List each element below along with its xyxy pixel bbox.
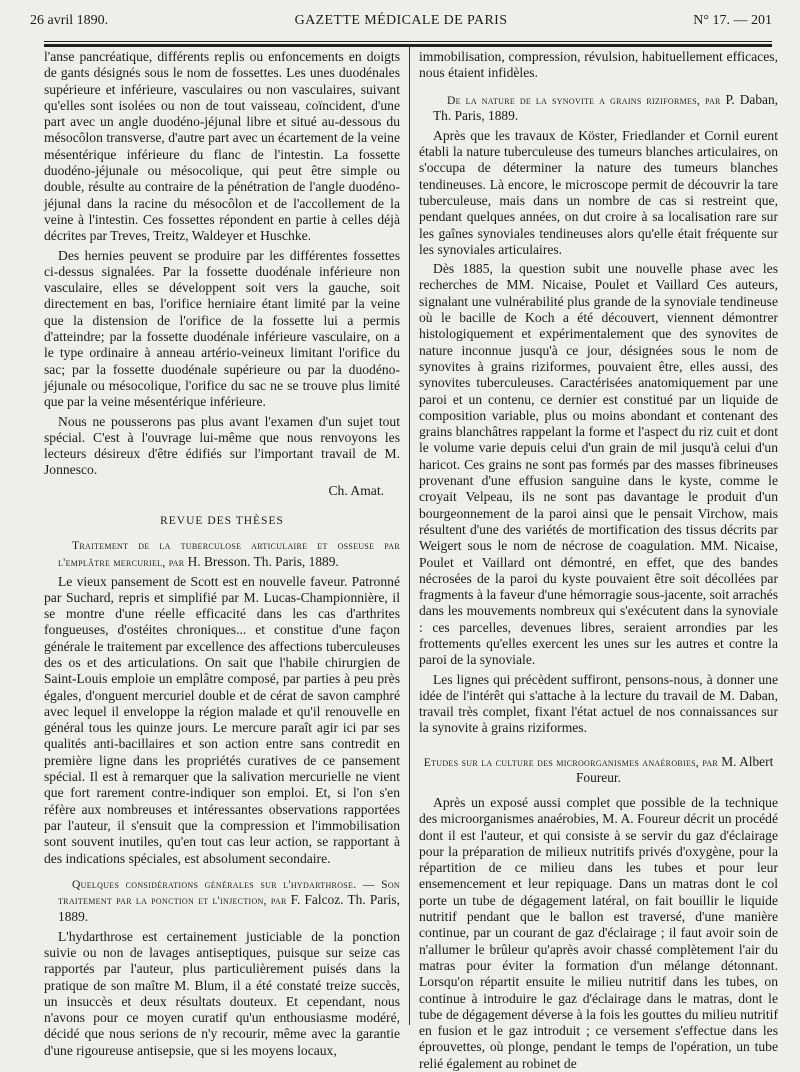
journal-title: GAZETTE MÉDICALE DE PARIS (294, 13, 508, 28)
left-column (44, 49, 400, 1058)
thesis-author: H. Bresson. Th. Paris, 1889. (187, 553, 339, 569)
paragraph: Le vieux pansement de Scott est en nouvelle faveur. Patronné par Suchard, repris et simplifié par M. Lucas-Championnière, il se montre d'une réelle efficacité dans les cas d'arthrites fongueuses, d'ostéites chroniques... et constitue d'une façon générale le traitement par excellence des affections tuberculeuses des os et des articulations. On sait que l'habile chirurgien de Saint-Louis emploie un emplâtre composé, par parties à peu près égales, d'onguent mercuriel double et de cérat de savon camphré avec lequel il enveloppe la région malade et qu'il renouvelle en général tous les quinze jours. Le mercure paraît agir ici par ses qualités anti-bacillaires et son action entre sans contredit en première ligne dans les propriétés curatives de ce pansement spécial. Il est à remarquer que la salivation mercurielle ne vient que fort rarement contre-indiquer son emploi. Et, si l'on s'en réfère aux nombreuses et intéressantes observations rapportées par l'auteur, il s'ensuit que la compression et l'immobilisation sont souvent inutiles, qu'en tout cas leur action, se rapportant à des indications spéciales, est absolument secondaire. (44, 573, 400, 866)
thesis-title: Etudes sur la culture des microorganismes anaérobies, par (423, 755, 719, 769)
paragraph: Après que les travaux de Köster, Friedlander et Cornil eurent établi la nature tuberculeuse des tumeurs blanches articulaires, on s'occupa de déterminer la nature des tumeurs blanches tendineuses. Là encore, le microscope permit de découvrir la tare tuberculeuse, mais dans un nombre de cas si restreint que, pendant quelques années, on dut croire à sa localisation rare sur les gaînes synoviales tendineuses alors qu'elle était fréquente sur les synoviales articulaires. (419, 127, 778, 257)
thesis-author: M. Albert Foureur. (575, 753, 774, 786)
paragraph: Dès 1885, la question subit une nouvelle phase avec les recherches de MM. Nicaise, Poulet et Vaillard Ces auteurs, signalant une vulnérabilité plus grande de la synoviale tendineuse où le bacille de Koch a été découvert, viennent démontrer histologiquement et expérimentalement que des synovites de nature inconnue jusqu'à ce jour, désignées sous le nom de synovites à grains riziformes, pouvaient être, elles aussi, des synovites tuberculeuses. Caractérisées anatomiquement par une paroi et un contenu, ce dernier est constitué par un liquide de composition variable, plus ou moins abondant et contenant des grains blanchâtres rappelant la forme et l'aspect du riz cuit et dont le volume varie depuis celui d'un grain de mil jusqu'à celui d'un haricot. Ces grains ne sont pas formés par des masses fibrineuses provenant d'une effusion sanguine dans le kyste, comme le croyait Velpeau, ils ne sont pas davantage le produit d'un bourgeonnement de la paroi ainsi que le pensait Virchow, mais résultent d'une des variétés de mortification des tissus décrits par Weigert sous le nom de nécrose de coagulation. MM. Nicaise, Poulet et Vaillard ont démontré, en effet, que des bandes nécrosées de la paroi du kyste pouvaient être soit décollées par fragments à la faveur d'une hémorragie sous-jacente, soit arrachés dans les mouvements nombreux qui s'exécutent dans la synoviale : ces parcelles, devenues libres, seraient arrondies par les frottements qu'elles exercent les unes sur les autres et contre la paroi de la synoviale. (419, 261, 778, 668)
thesis-heading (419, 754, 778, 787)
thesis-title: Quelques considérations générales sur l'hydarthrose. — Son traitement par la ponction et l'injection, par (58, 877, 400, 908)
paragraph: L'hydarthrose est certainement justiciable de la ponction suivie ou non de lavages antiseptiques, puisque sur seize cas rapportés par l'auteur, plus particulièrement puisés dans la pratique de son maître M. Blum, il a été constaté treize succès, un insuccès et deux résultats douteux. Et cependant, nous n'avons pour ce moyen curatif qu'un enthousiasme modéré, décidé que nous serions de n'y recourir, même avec la garantie d'une rigoureuse antisepsie, que si les moyens locaux, (44, 928, 400, 1058)
paragraph: Nous ne pousserons pas plus avant l'examen d'un sujet tout spécial. C'est à l'ouvrage lui-même que nous renvoyons les lecteurs désireux d'être édifiés sur l'important travail de M. Jonnesco. (44, 413, 400, 478)
thesis-title: De la nature de la synovite a grains riziformes, par (447, 93, 721, 107)
thesis-author: F. Falcoz. Th. Paris, 1889. (58, 892, 400, 925)
thesis-heading (44, 538, 400, 570)
paragraph: immobilisation, compression, révulsion, habituellement efficaces, nous étaient infidèles. (419, 49, 778, 81)
thesis-heading (44, 877, 400, 926)
thesis-heading (419, 92, 778, 125)
paragraph: Des hernies peuvent se produire par les différentes fossettes ci-dessus signalées. Par la fossette duodénale inférieure non vasculaire, elles se développent soit vers la gauche, soit directement en bas, l'orifice herniaire étant limité par la veine que la distension de l'orifice de la fossette lui a permis d'atteindre; par la fossette duodénale inférieure vasculaire, on a le type ordinaire à anneau artério-veineux limitant l'orifice du sac; par la fossette duodénale supérieure ou par la duodéno-jéjunale ou mésocolique, l'orifice du sac ne se trouve plus limité que par la veine mésentérique inférieure. (44, 247, 400, 410)
issue-number: N° 17. — 201 (693, 13, 772, 28)
paragraph: l'anse pancréatique, différents replis ou enfoncements en doigts de gants désignés sous le nom de fossettes. Les unes duodénales supérieure et inférieure, vasculaires ou non vasculaires, suivant qu'elles sont isolées ou non de tout vaisseau, coïncident, d'une part avec un angle duodéno-jéjunal libre et situé au-dessous du mésocôlon transverse, d'autre part avec un écartement de la veine mésentérique inférieure du flanc de l'intestin. La fossette duodéno-jéjunale ou mésocolique, qui peut être simple ou double, résulte au contraire de la pénétration de l'angle duodéno-jéjunal dans la racine du mésocôlon et de l'accollement de la veine à l'intestin. Ces fossettes répondent en partie à celles déjà décrites par Treves, Treitz, Waldeyer et Huschke. (44, 49, 400, 244)
column-divider (409, 47, 410, 1025)
header-rule-thin (44, 41, 772, 42)
thesis-title: Traitement de la tuberculose articulaire et osseuse par l'emplâtre mercuriel, par (58, 539, 400, 569)
paragraph: Après un exposé aussi complet que possible de la technique des microorganismes anaérobies, M. A. Foureur décrit un procédé dont il est l'auteur, et qui consiste à se servir du gaz d'éclairage pour la préparation de milieux nutritifs privés d'oxygène, pour la répartition de ce milieu dans les tubes et pour leur ensemencement et leur repiquage. Dans un matras dont le col porte un tube de dégagement latéral, on fait bouillir le liquide nutritif pendant que le ballon est traversé, d'une manière continue, par un courant de gaz d'éclairage ; il faut avoir soin de n'allumer le brûleur qu'après avoir chassé complètement l'air du matras pour éviter la formation d'un mélange détonnant. Lorsqu'on répartit ensuite le milieu nutritif dans les tubes, on continue à introduire le gaz d'éclairage dans le matras, dont le tube de dégagement déverse à la fois les gouttes du milieu nutritif en fusion et le gaz introduit ; ce versement s'effectue dans les éprouvettes, où plonge, pendant le temps de l'opération, un tube relié également au robinet de (419, 794, 778, 1071)
right-column (419, 49, 779, 1071)
paragraph: Les lignes qui précèdent suffiront, pensons-nous, à donner une idée de l'intérêt qui s'attache à la lecture du travail de M. Daban, travail très complet, fixant l'état actuel de nos connaissances sur la synovite à grains riziformes. (419, 671, 778, 736)
thesis-author: P. Daban, Th. Paris, 1889. (433, 91, 779, 124)
section-title: REVUE DES THÈSES (160, 515, 284, 528)
page-header (30, 13, 772, 33)
author-signature: Ch. Amat. (328, 482, 384, 498)
spacer (419, 740, 778, 754)
header-rule-thick (44, 44, 772, 47)
header-date: 26 avril 1890. (30, 13, 109, 28)
